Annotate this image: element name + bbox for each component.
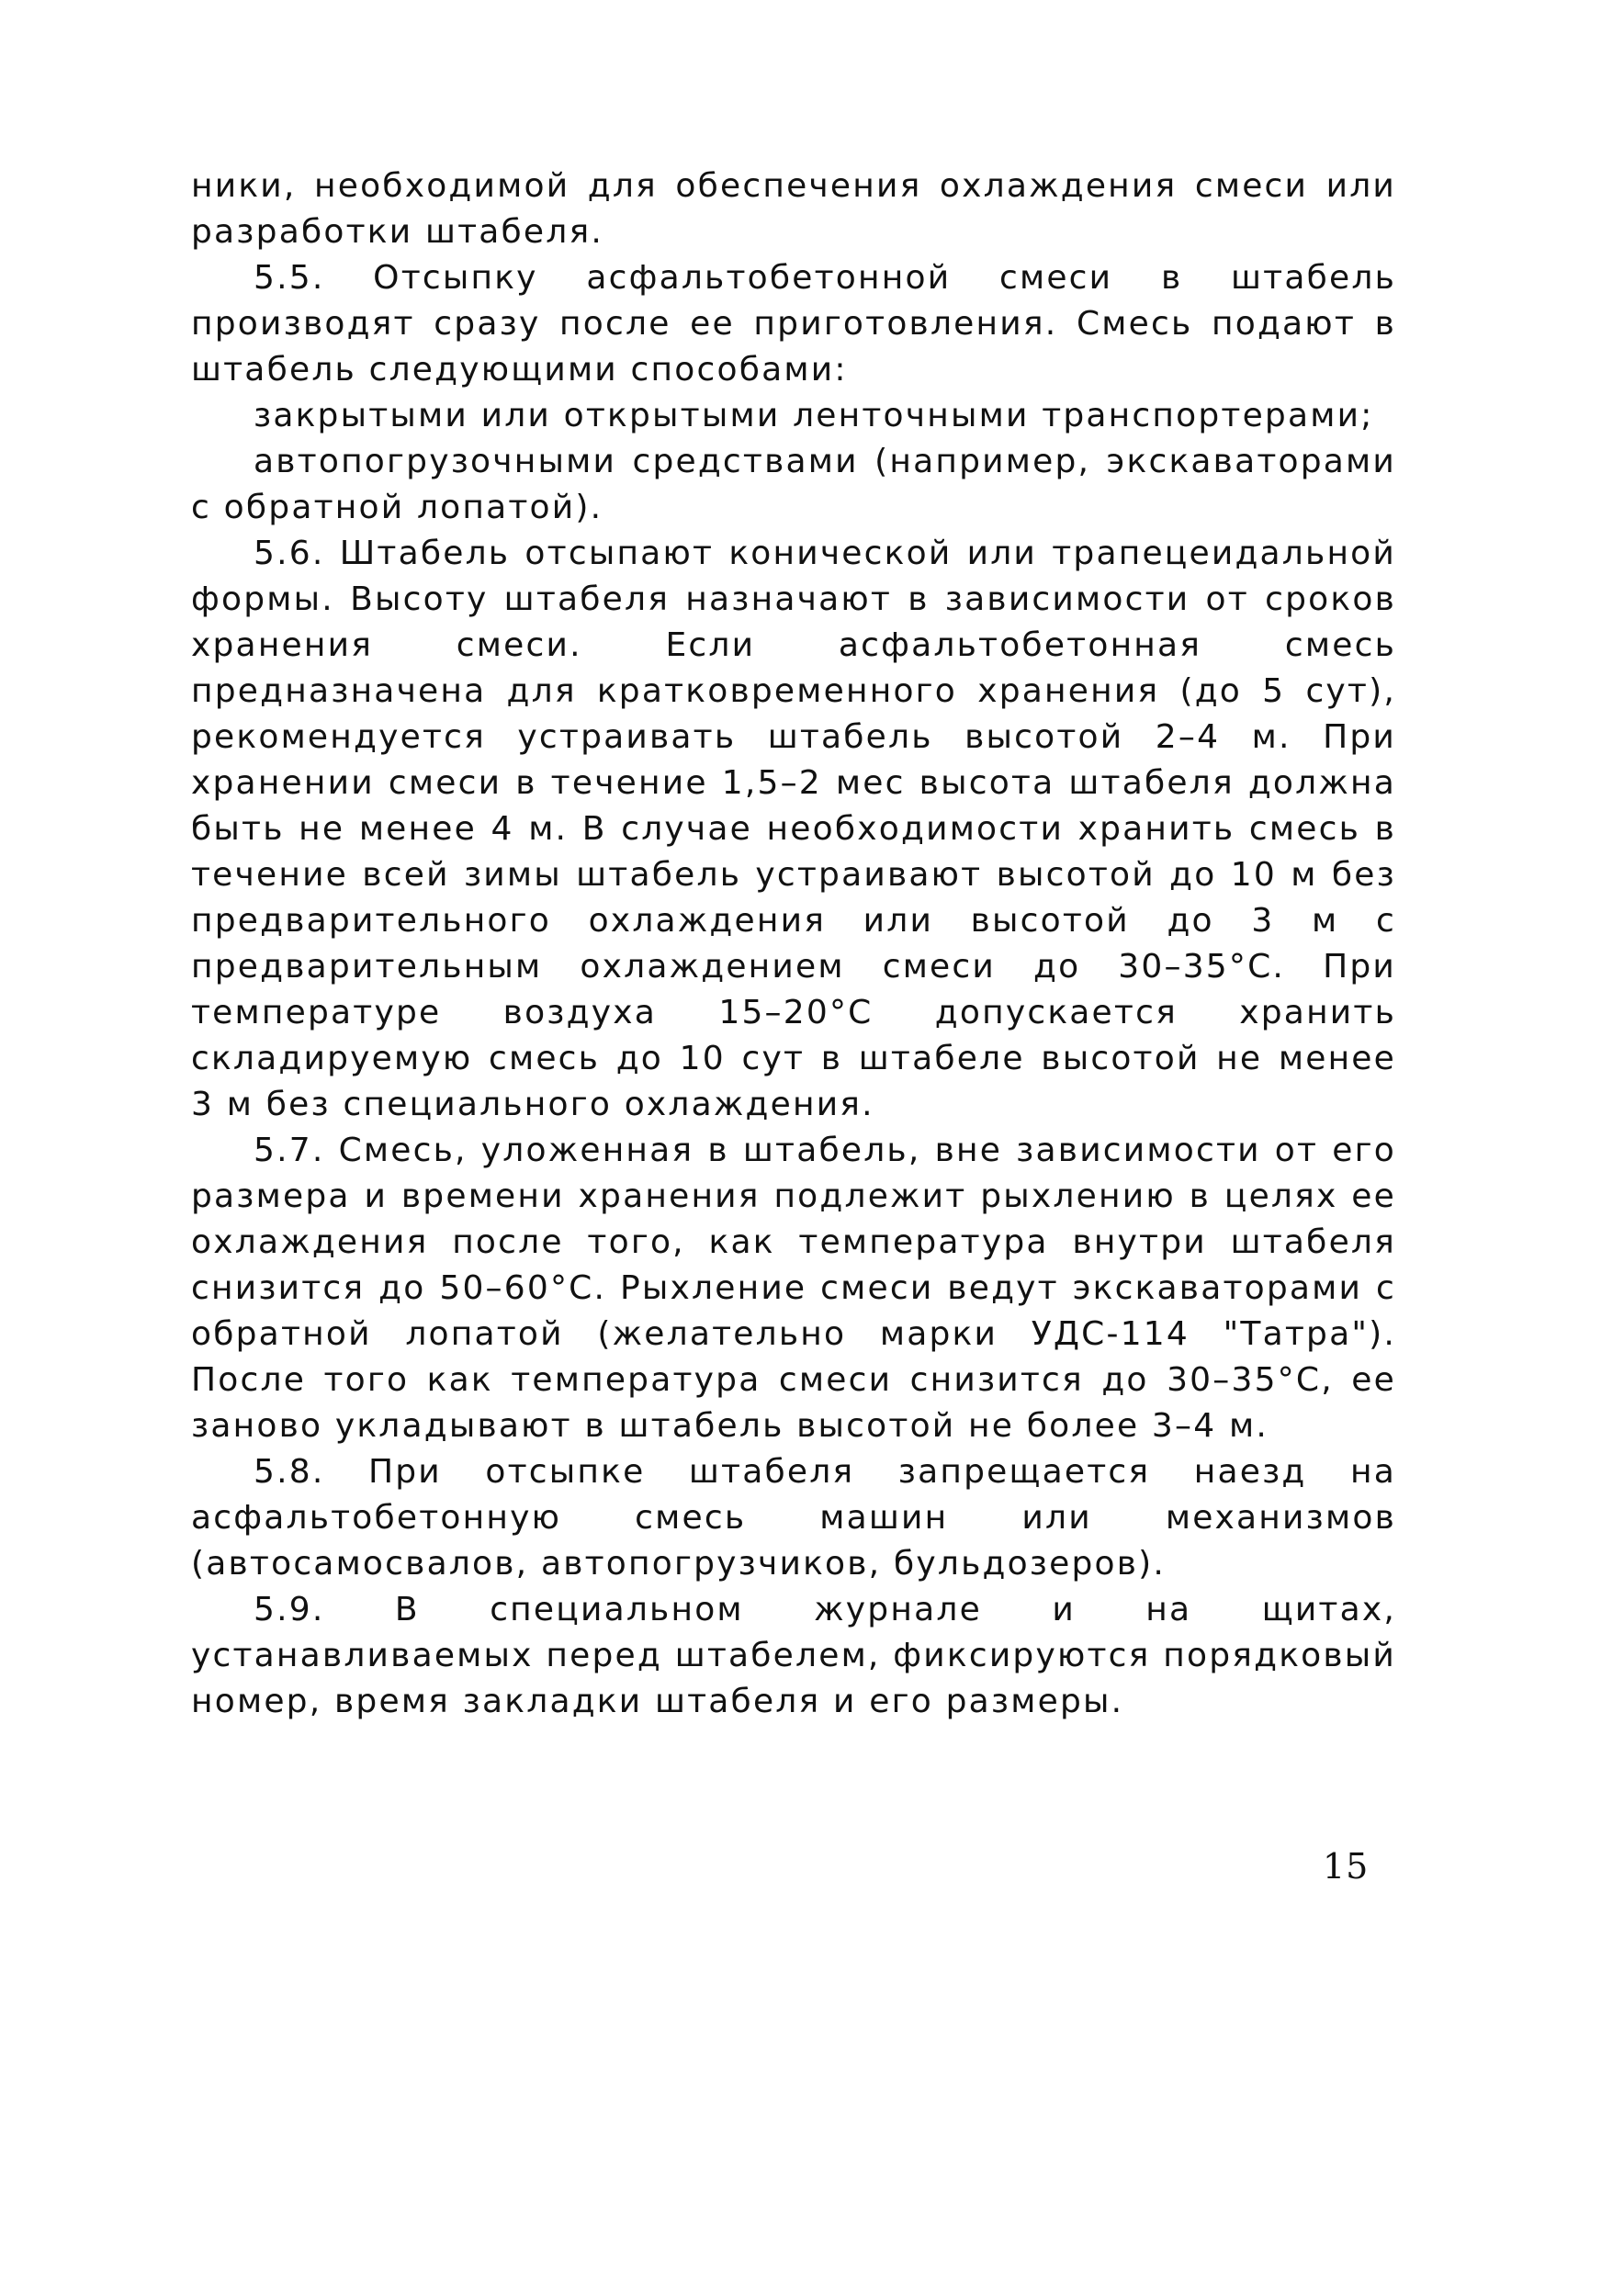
paragraph-5-9: 5.9. В специальном журнале и на щитах, устанавливаемых перед штабелем, фиксируются порядковый номер, время закладки штабеля и его размеры.: [191, 1591, 1396, 1720]
body-text: [191, 163, 1396, 1725]
page-number: 15: [1323, 1846, 1370, 1887]
paragraph-continuation: ники, необходимой для обеспечения охлаждения смеси или разработки штабеля.: [191, 167, 1396, 251]
paragraph-5-6: 5.6. Штабель отсыпают конической или трапецеидальной формы. Высоту штабеля назначают в зависимости от сроков хранения смеси. Если асфальтобетонная смесь предназначена для кратковременного хранения (до 5 сут), рекомендуется устраивать штабель высотой 2–4 м. При хранении смеси в течение 1,5–2 мес высота штабеля должна быть не менее 4 м. В случае необходимости хранить смесь в течение всей зимы штабель устраивают высотой до 10 м без предварительного охлаждения или высотой до 3 м с предварительным охлаждением смеси до 30–35°С. При температуре воздуха 15–20°С допускается хранить складируемую смесь до 10 сут в штабеле высотой не менее 3 м без специального охлаждения.: [191, 535, 1396, 1123]
paragraph-5-8: 5.8. При отсыпке штабеля запрещается наезд на асфальтобетонную смесь машин или механизмов (автосамосвалов, автопогрузчиков, бульдозеров).: [191, 1453, 1396, 1583]
paragraph-5-5: 5.5. Отсыпку асфальтобетонной смеси в штабель производят сразу после ее приготовления. Смесь подают в штабель следующими способами:: [191, 259, 1396, 389]
paragraph-method-conveyors: закрытыми или открытыми ленточными транспортерами;: [254, 397, 1374, 434]
paragraph-method-loaders: автопогрузочными средствами (например, экскаваторами с обратной лопатой).: [191, 443, 1396, 526]
paragraph-5-7: 5.7. Смесь, уложенная в штабель, вне зависимости от его размера и времени хранения подлежит рыхлению в целях ее охлаждения после того, как температура внутри штабеля снизится до 50–60°С. Рыхление смеси ведут экскаваторами с обратной лопатой (желательно марки УДС-114 "Татра"). После того как температура смеси снизится до 30–35°С, ее заново укладывают в штабель высотой не более 3–4 м.: [191, 1132, 1396, 1445]
